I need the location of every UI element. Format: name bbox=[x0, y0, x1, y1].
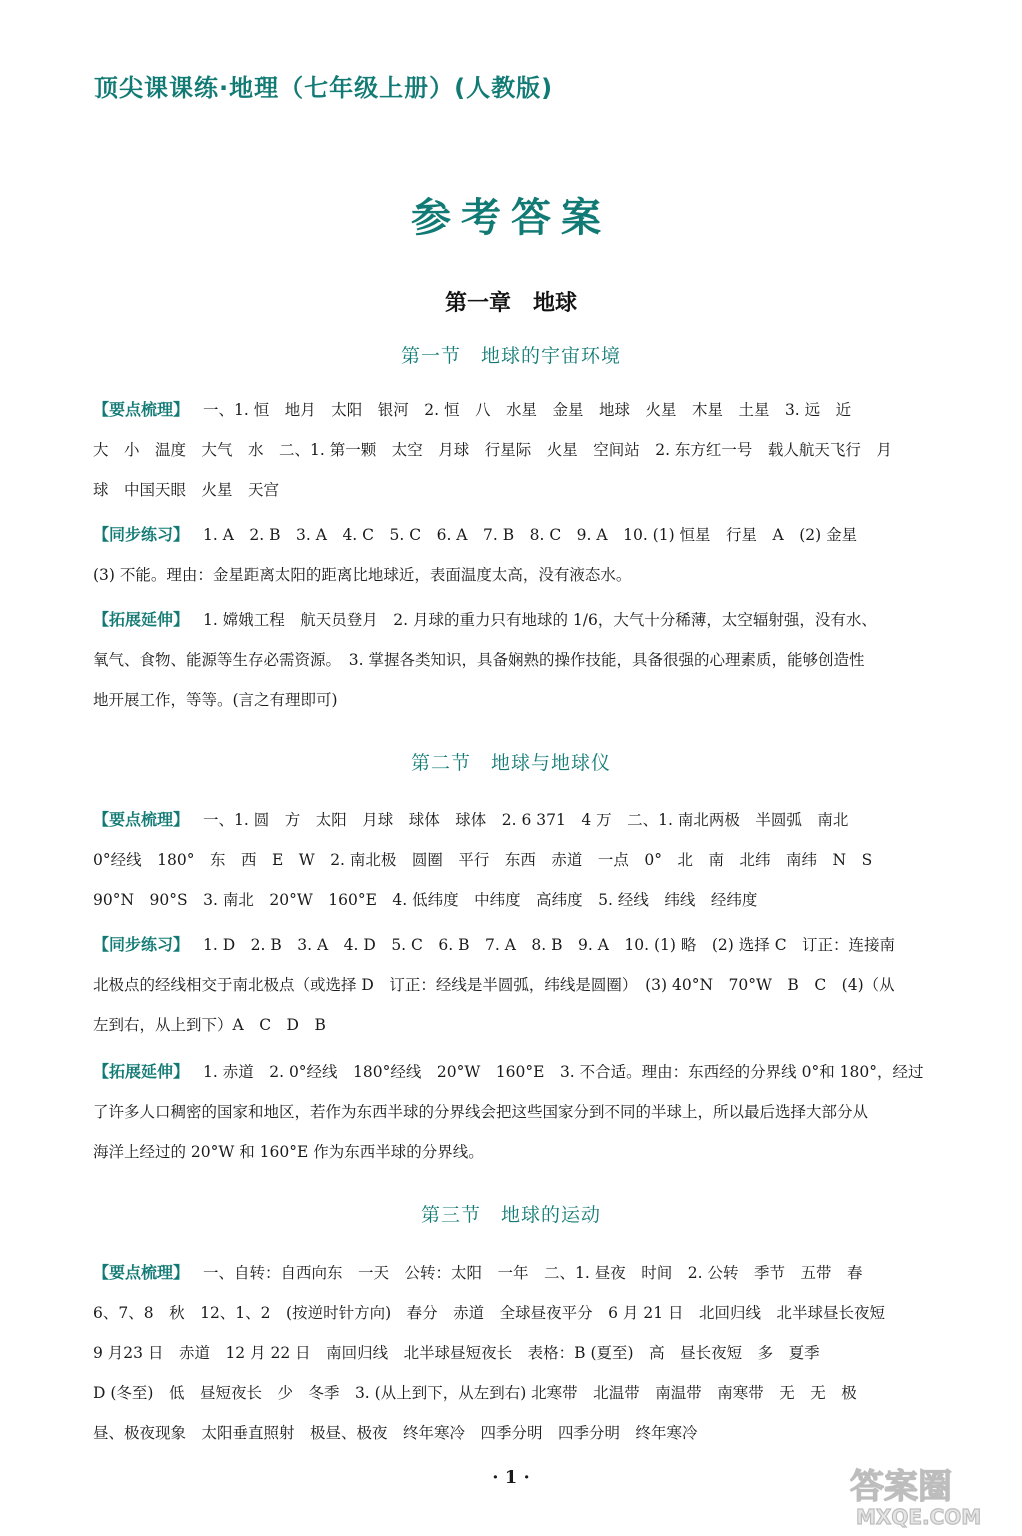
text-line: 9 月23 日 赤道 12 月 22 日 南回归线 北半球昼短夜长 表格：B (夏至) 高 昼长夜短 多 夏季 bbox=[93, 1344, 820, 1362]
text-line: 北极点的经线相交于南北极点（或选择 D 订正：经线是半圆弧，纬线是圆圈） (3) 40°N 70°W B C (4)（从 bbox=[93, 976, 895, 994]
text-line: 0°经线 180° 东 西 E W 2. 南北极 圆圈 平行 东西 赤道 一点 0° 北 南 北纬 南纬 N S bbox=[93, 851, 873, 869]
section-2-practice bbox=[93, 925, 973, 1045]
text-line: 海洋上经过的 20°W 和 160°E 作为东西半球的分界线。 bbox=[93, 1143, 484, 1161]
text-line: 昼、极夜现象 太阳垂直照射 极昼、极夜 终年寒冷 四季分明 四季分明 终年寒冷 bbox=[93, 1424, 698, 1442]
svg-text:答案圈: 答案圈 bbox=[850, 1467, 952, 1507]
tag-key-points: 【要点梳理】 bbox=[93, 400, 190, 419]
text-line: 地开展工作，等等。(言之有理即可) bbox=[93, 691, 338, 709]
tag-practice: 【同步练习】 bbox=[93, 525, 190, 544]
section-title-3: 第三节 地球的运动 bbox=[420, 1204, 601, 1226]
section-3-key-points bbox=[93, 1253, 973, 1453]
section-2-extension bbox=[93, 1052, 973, 1172]
text-line: 6、7、8 秋 12、1、2 (按逆时针方向) 春分 赤道 全球昼夜平分 6 月 21 日 北回归线 北半球昼长夜短 bbox=[93, 1304, 885, 1322]
tag-extension: 【拓展延伸】 bbox=[93, 610, 190, 629]
section-1-key-points bbox=[93, 390, 973, 510]
page-title: 参考答案 bbox=[411, 195, 611, 241]
text-line: 【同步练习】 1. A 2. B 3. A 4. C 5. C 6. A 7. B 8. C 9. A 10. (1) 恒星 行星 A (2) 金星 bbox=[93, 515, 973, 555]
section-title-2: 第二节 地球与地球仪 bbox=[410, 752, 611, 774]
text-line: 氧气、食物、能源等生存必需资源。 3. 掌握各类知识，具备娴熟的操作技能，具备很强的心理素质，能够创造性 bbox=[93, 651, 865, 669]
chapter-title: 第一章 地球 bbox=[444, 291, 577, 316]
text-line: 了许多人口稠密的国家和地区，若作为东西半球的分界线会把这些国家分到不同的半球上，所以最后选择大部分从 bbox=[93, 1103, 869, 1121]
text-line: 【同步练习】 1. D 2. B 3. A 4. D 5. C 6. B 7. A 8. B 9. A 10. (1) 略 (2) 选择 C 订正：连接南 bbox=[93, 925, 973, 965]
section-1-extension bbox=[93, 600, 973, 720]
text-line: 球 中国天眼 火星 天宫 bbox=[93, 481, 280, 499]
text-line: 大 小 温度 大气 水 二、1. 第一颗 太空 月球 行星际 火星 空间站 2. 东方红一号 载人航天飞行 月 bbox=[93, 441, 892, 459]
tag-extension: 【拓展延伸】 bbox=[93, 1062, 190, 1081]
tag-key-points: 【要点梳理】 bbox=[93, 810, 190, 829]
text-line: 【要点梳理】 一、自转：自西向东 一天 公转：太阳 一年 二、1. 昼夜 时间 2. 公转 季节 五带 春 bbox=[93, 1253, 973, 1293]
watermark-logo bbox=[842, 1460, 1012, 1530]
running-header: 顶尖课课练·地理（七年级上册）(人教版) bbox=[94, 74, 554, 102]
text-line: D (冬至) 低 昼短夜长 少 冬季 3. (从上到下，从左到右) 北寒带 北温带 南温带 南寒带 无 无 极 bbox=[93, 1384, 857, 1402]
text-line: 【拓展延伸】 1. 嫦娥工程 航天员登月 2. 月球的重力只有地球的 1/6，大气十分稀薄，太空辐射强，没有水、 bbox=[93, 600, 973, 640]
section-title-1: 第一节 地球的宇宙环境 bbox=[400, 345, 621, 367]
text-line: 【要点梳理】 一、1. 恒 地月 太阳 银河 2. 恒 八 水星 金星 地球 火星 木星 土星 3. 远 近 bbox=[93, 390, 973, 430]
tag-practice: 【同步练习】 bbox=[93, 935, 190, 954]
text-line: 90°N 90°S 3. 南北 20°W 160°E 4. 低纬度 中纬度 高纬度 5. 经线 纬线 经纬度 bbox=[93, 891, 758, 909]
section-2-key-points bbox=[93, 800, 973, 920]
text-line: 【要点梳理】 一、1. 圆 方 太阳 月球 球体 球体 2. 6 371 4 万 二、1. 南北两极 半圆弧 南北 bbox=[93, 800, 973, 840]
page-number: · 1 · bbox=[492, 1467, 530, 1488]
text-line: 【拓展延伸】 1. 赤道 2. 0°经线 180°经线 20°W 160°E 3. 不合适。理由：东西经的分界线 0°和 180°，经过 bbox=[93, 1052, 973, 1092]
svg-text:MXQE.COM: MXQE.COM bbox=[856, 1505, 982, 1529]
tag-key-points: 【要点梳理】 bbox=[93, 1263, 190, 1282]
text-line: 左到右，从上到下）A C D B bbox=[93, 1016, 326, 1034]
section-1-practice bbox=[93, 515, 973, 595]
text-line: (3) 不能。理由：金星距离太阳的距离比地球近，表面温度太高，没有液态水。 bbox=[93, 566, 632, 584]
